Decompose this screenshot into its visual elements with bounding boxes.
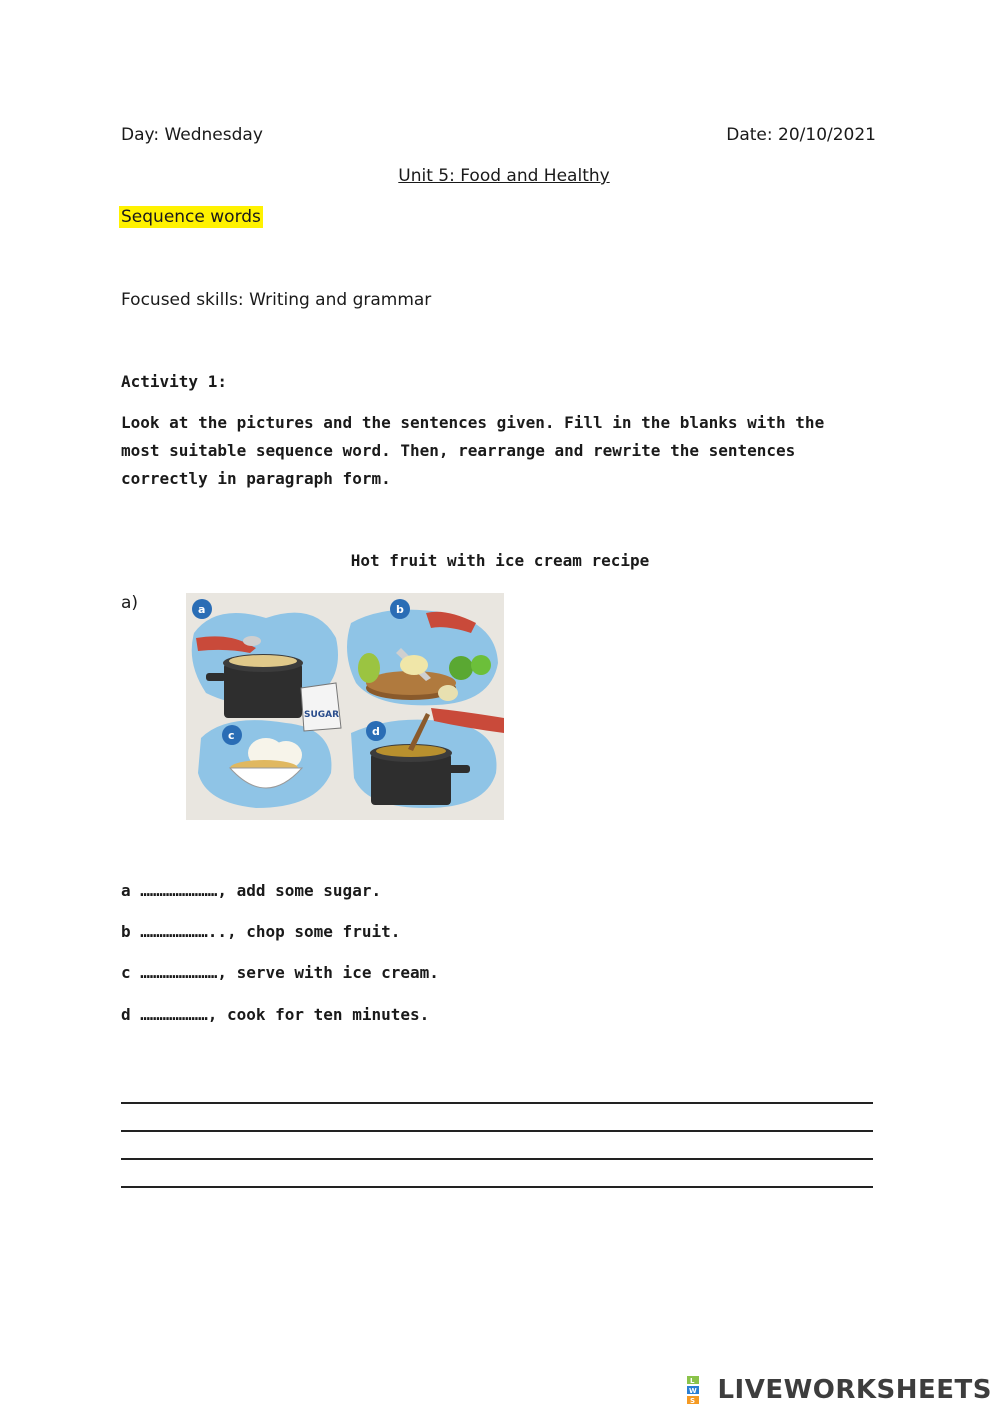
activity-instructions: Look at the pictures and the sentences given. Fill in the blanks with the most suitable sequence word. Then, rearrange and rewrite the sentences correctly in paragraph form. — [121, 413, 825, 488]
liveworksheets-logo — [687, 1375, 992, 1405]
sentence-a[interactable]: a ……………………, add some sugar. — [121, 881, 382, 900]
panel-label-c: c — [228, 729, 235, 742]
writing-line-4[interactable] — [121, 1186, 873, 1188]
panel-label-b: b — [396, 603, 404, 616]
sentence-c[interactable]: c ……………………, serve with ice cream. — [121, 963, 439, 982]
logo-text: LIVEWORKSHEETS — [717, 1375, 992, 1405]
panel-label-d: d — [372, 725, 380, 738]
activity-title: Activity 1: — [121, 372, 227, 391]
logo-mark-icon — [687, 1376, 713, 1404]
sentence-d[interactable]: d …………………, cook for ten minutes. — [121, 1005, 430, 1024]
focused-skills: Focused skills: Writing and grammar — [121, 290, 432, 310]
logo-mark-w: W — [689, 1387, 698, 1395]
writing-line-1[interactable] — [121, 1102, 873, 1104]
topic-highlight — [119, 206, 263, 228]
writing-line-2[interactable] — [121, 1130, 873, 1132]
sentence-b[interactable]: b ………………….., chop some fruit. — [121, 922, 401, 941]
sugar-label: SUGAR — [304, 710, 340, 720]
day-label: Day: Wednesday — [121, 125, 263, 145]
recipe-title: Hot fruit with ice cream recipe — [350, 551, 650, 570]
recipe-illustration — [186, 593, 504, 820]
logo-mark-s: S — [690, 1397, 696, 1404]
topic-text: Sequence words — [121, 207, 261, 227]
unit-title: Unit 5: Food and Healthy — [398, 166, 610, 186]
item-label: a) — [121, 593, 139, 613]
panel-label-a: a — [198, 603, 206, 616]
writing-line-3[interactable] — [121, 1158, 873, 1160]
logo-mark-l: L — [690, 1377, 695, 1385]
date-label: Date: 20/10/2021 — [726, 125, 876, 145]
